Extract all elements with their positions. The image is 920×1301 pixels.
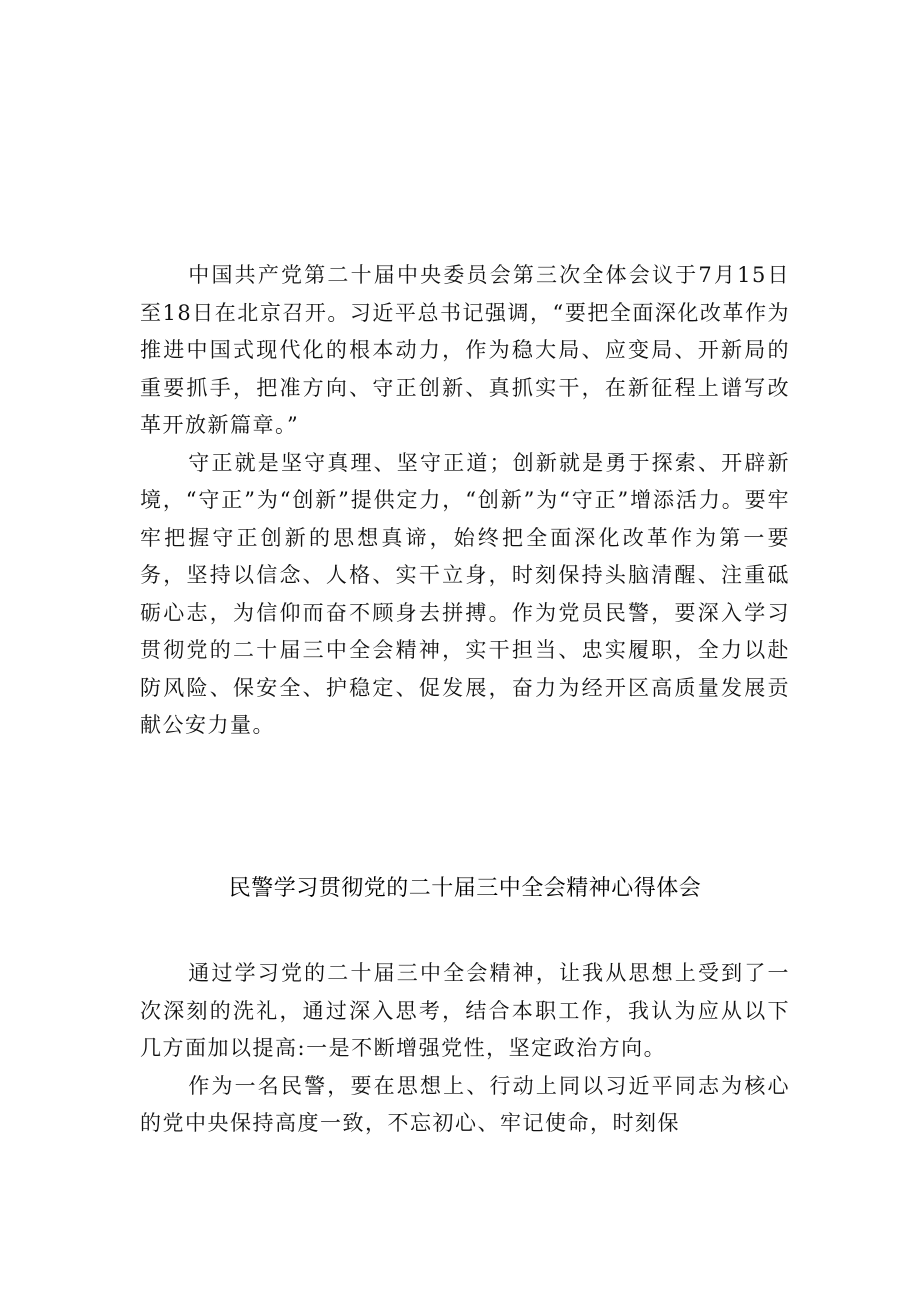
section-2-body [140,955,790,1143]
paragraph-plenum-intro: 中国共产党第二十届中央委员会第三次全体会议于7月15日至18日在北京召开。习近平总书记强调，“要把全面深化改革作为推进中国式现代化的根本动力，作为稳大局、应变局、开新局的重要抓手，把准方向、守正创新、真抓实干，在新征程上谱写改革开放新篇章。” [140,263,790,437]
section-1-body [140,257,790,745]
paragraph-study-reflection: 通过学习党的二十届三中全会精神，让我从思想上受到了一次深刻的洗礼，通过深入思考，结合本职工作，我认为应从以下几方面加以提高:一是不断增强党性，坚定政治方向。 [140,961,790,1060]
article-title: 民警学习贯彻党的二十届三中全会精神心得体会 [228,876,702,901]
paragraph-integrity-innovation: 守正就是坚守真理、坚守正道；创新就是勇于探索、开辟新境，“守正”为“创新”提供定力，“创新”为“守正”增添活力。要牢牢把握守正创新的思想真谛，始终把全面深化改革作为第一要务，坚持以信念、人格、实干立身，时刻保持头脑清醒、注重砥砺心志，为信仰而奋不顾身去拼搏。作为党员民警，要深入学习贯彻党的二十届三中全会精神，实干担当、忠实履职，全力以赴防风险、保安全、护稳定、促发展，奋力为经开区高质量发展贡献公安力量。 [140,450,790,737]
paragraph-police-duty: 作为一名民警，要在思想上、行动上同以习近平同志为核心的党中央保持高度一致，不忘初心、牢记使命，时刻保 [140,1073,790,1135]
